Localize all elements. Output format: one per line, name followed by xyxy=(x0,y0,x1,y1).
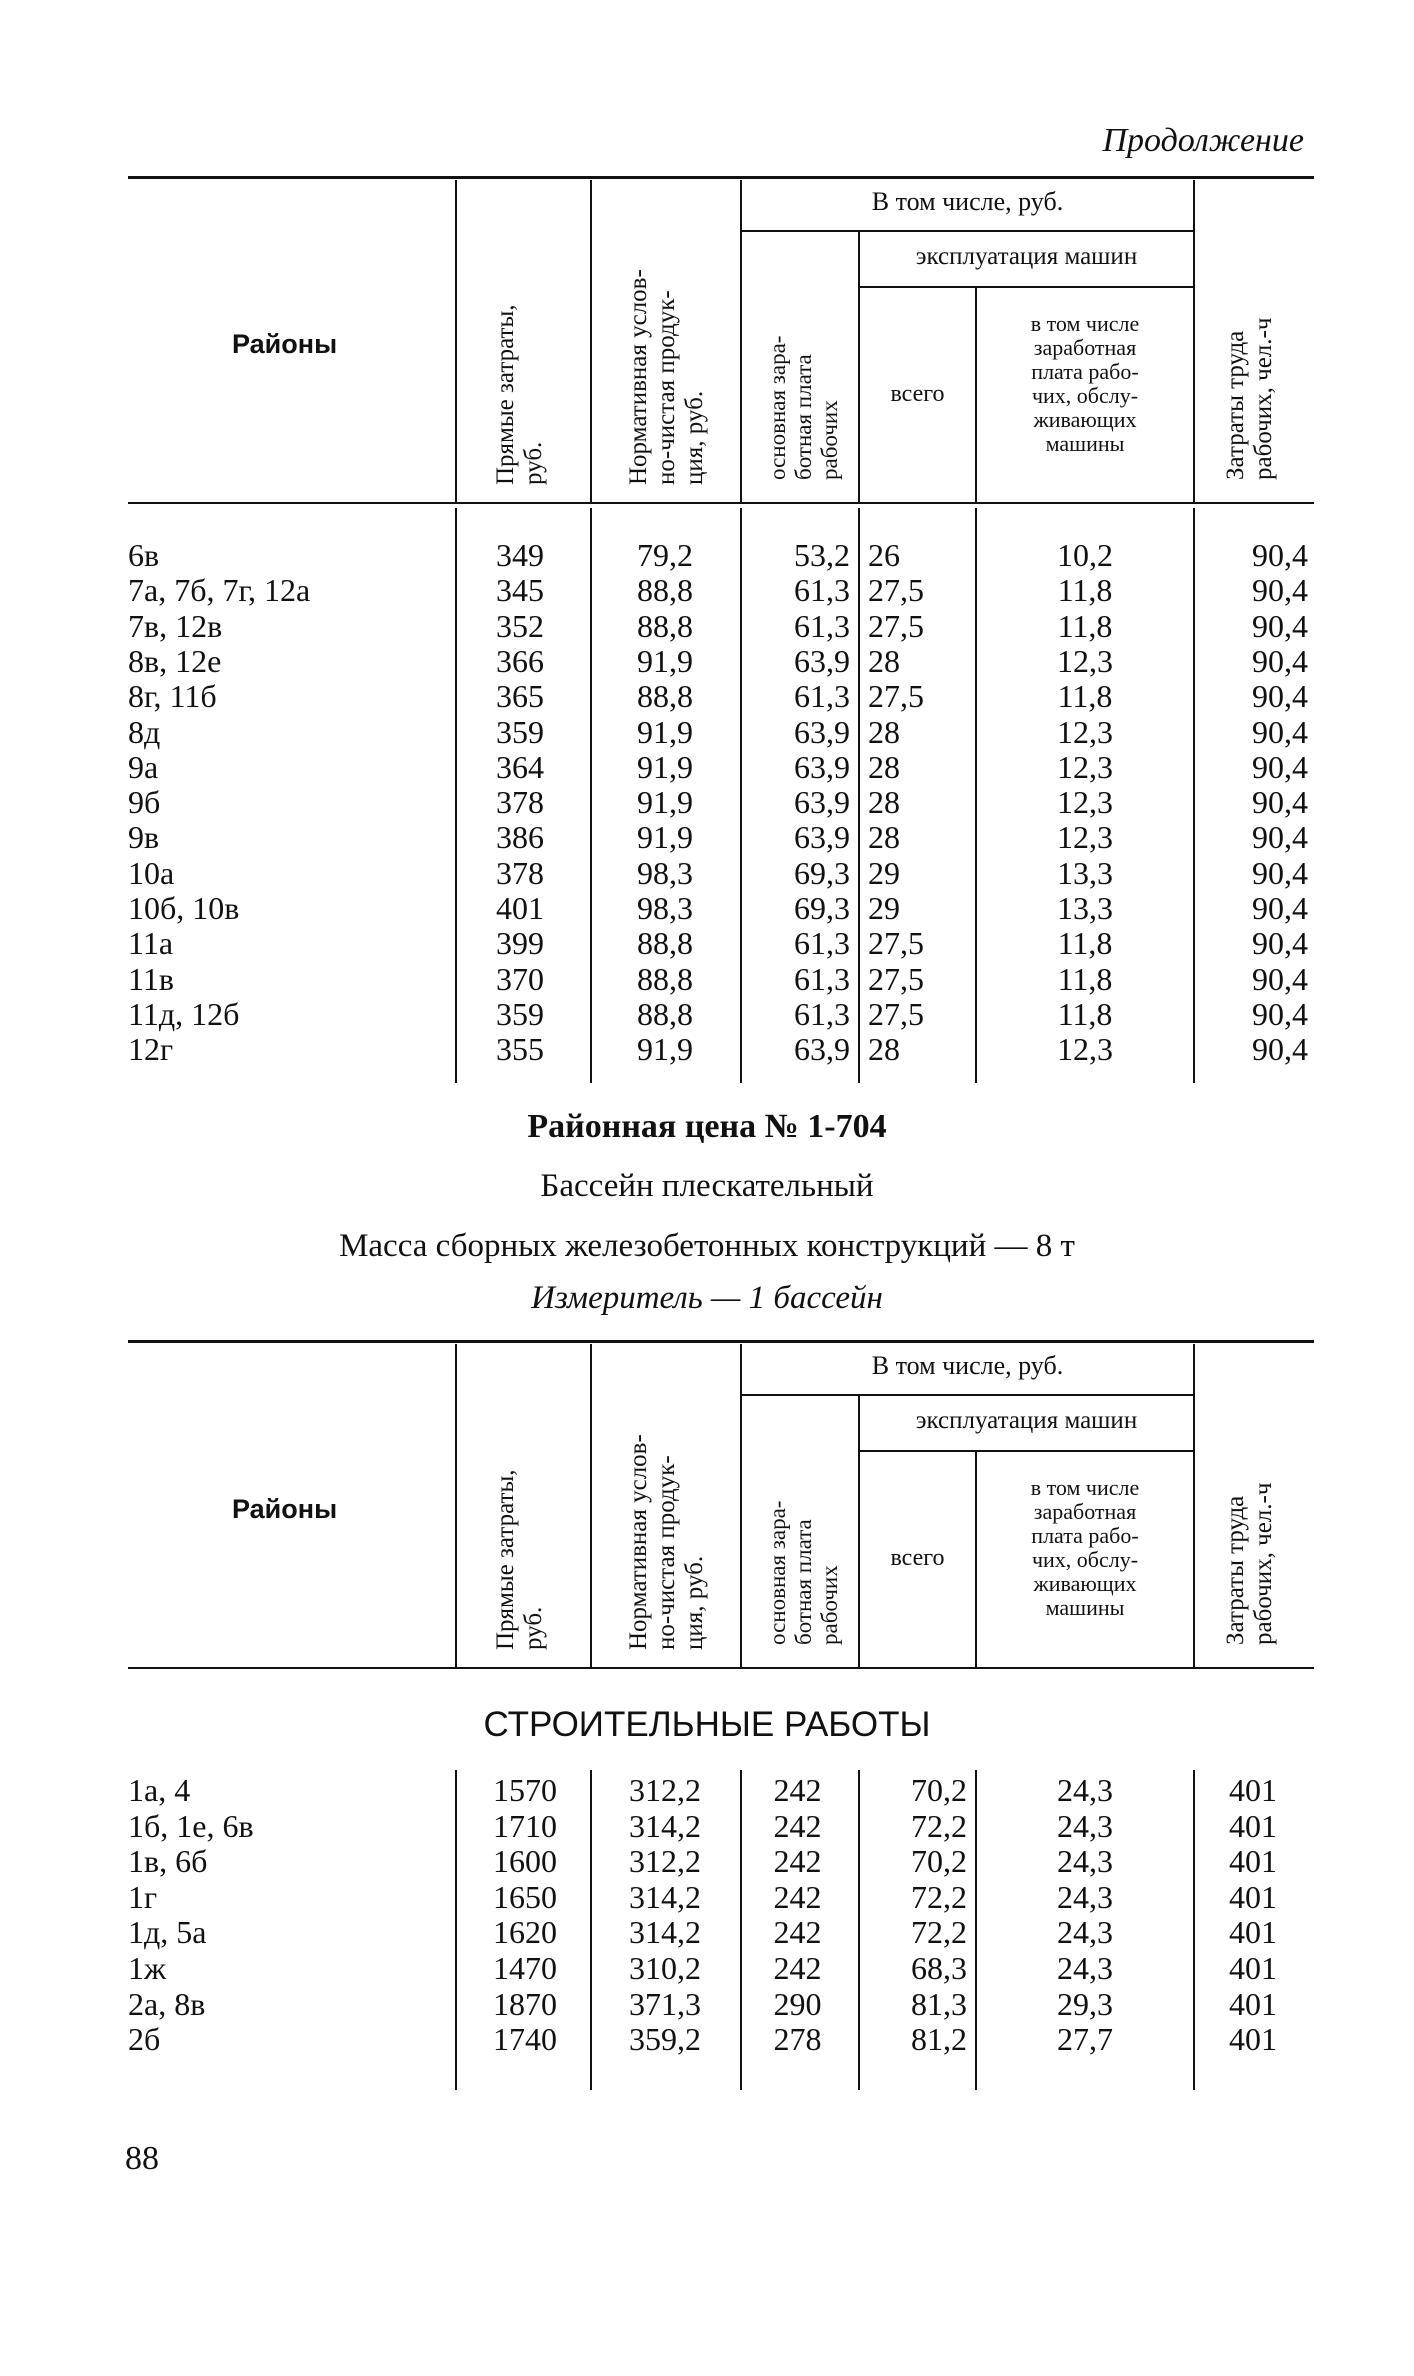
price-title: Районная цена № 1-704 xyxy=(527,1108,887,1145)
cell-wage: 61,3 xyxy=(794,572,850,609)
divider xyxy=(590,1344,592,1667)
header-total: всего xyxy=(890,1545,945,1571)
header-incl: В том числе, руб. xyxy=(871,1351,1064,1380)
cell-norm: 314,2 xyxy=(629,1914,701,1951)
section-title: СТРОИТЕЛЬНЫЕ РАБОТЫ xyxy=(483,1705,931,1744)
header-line: рабочих, чел.-ч xyxy=(1250,1482,1277,1645)
cell-direct: 378 xyxy=(496,784,544,821)
header-line: но-чистая продук- xyxy=(653,1455,680,1650)
cell-total: 27,5 xyxy=(868,995,924,1032)
divider xyxy=(858,508,860,1083)
cell-mwage: 11,8 xyxy=(1057,572,1113,609)
cell-labor: 90,4 xyxy=(1252,748,1308,785)
cell-direct: 352 xyxy=(496,607,544,644)
cell-mwage: 11,8 xyxy=(1057,678,1113,715)
divider xyxy=(858,232,860,502)
cell-total: 26 xyxy=(868,537,900,573)
cell-wage: 69,3 xyxy=(794,890,850,926)
cell-mwage: 12,3 xyxy=(1057,642,1113,679)
table2-top-rule xyxy=(128,1340,1314,1343)
cell-wage: 61,3 xyxy=(794,678,850,715)
header-line: рабочих xyxy=(817,400,842,480)
cell-direct: 1470 xyxy=(493,1950,557,1986)
cell-norm: 312,2 xyxy=(629,1843,701,1880)
cell-wage: 290 xyxy=(773,1985,822,2022)
cell-norm: 88,8 xyxy=(637,607,693,644)
header-line: ботная плата xyxy=(791,354,816,480)
divider xyxy=(455,1344,457,1667)
cell-direct: 1710 xyxy=(493,1807,557,1844)
cell-direct: 1570 xyxy=(493,1772,557,1808)
header-machines: эксплуатация машин xyxy=(915,1407,1138,1434)
cell-total: 27,5 xyxy=(868,960,924,997)
cell-labor: 90,4 xyxy=(1252,854,1308,891)
cell-mwage: 13,3 xyxy=(1057,890,1113,926)
cell-mwage: 12,3 xyxy=(1057,1031,1113,1068)
cell-norm: 91,9 xyxy=(637,748,693,785)
cell-labor: 90,4 xyxy=(1252,960,1308,997)
cell-total: 72,2 xyxy=(911,1878,967,1915)
cell-region: 7в, 12в xyxy=(128,607,223,644)
cell-mwage: 11,8 xyxy=(1057,607,1113,644)
cell-norm: 88,8 xyxy=(637,960,693,997)
cell-total: 81,2 xyxy=(911,2021,967,2058)
cell-wage: 242 xyxy=(773,1950,822,1986)
cell-mwage: 11,8 xyxy=(1057,925,1113,962)
cell-direct: 355 xyxy=(496,1031,544,1068)
cell-region: 6в xyxy=(128,537,160,573)
header-labor xyxy=(1222,1483,1278,1645)
header-total: всего xyxy=(890,381,945,407)
header-line: Прямые затраты, xyxy=(492,304,519,485)
header-regions: Районы xyxy=(232,329,338,359)
cell-region: 10б, 10в xyxy=(128,890,240,926)
cell-mwage: 12,3 xyxy=(1057,784,1113,821)
cell-region: 9а xyxy=(128,748,159,785)
header-line: в том числе xyxy=(1030,1475,1140,1500)
table1-header-bottom-rule xyxy=(128,502,1314,504)
cell-norm: 98,3 xyxy=(637,890,693,926)
cell-direct: 1620 xyxy=(493,1914,557,1951)
cell-norm: 98,3 xyxy=(637,854,693,891)
cell-labor: 90,4 xyxy=(1252,678,1308,715)
cell-total: 72,2 xyxy=(911,1807,967,1844)
cell-wage: 242 xyxy=(773,1772,822,1808)
cell-labor: 90,4 xyxy=(1252,995,1308,1032)
cell-mwage: 24,3 xyxy=(1057,1950,1113,1986)
cell-region: 1д, 5а xyxy=(128,1914,207,1951)
header-machines: эксплуатация машин xyxy=(915,243,1138,270)
cell-labor: 90,4 xyxy=(1252,607,1308,644)
header-line: машины xyxy=(1045,431,1125,456)
cell-mwage: 24,3 xyxy=(1057,1878,1113,1915)
cell-direct: 345 xyxy=(496,572,544,609)
cell-wage: 242 xyxy=(773,1878,822,1915)
header-line: рабочих xyxy=(817,1565,842,1645)
price-mass: Масса сборных железобетонных конструкций — 8 т xyxy=(339,1228,1075,1264)
cell-norm: 79,2 xyxy=(637,537,693,573)
cell-region: 1б, 1е, 6в xyxy=(128,1807,254,1844)
cell-direct: 1740 xyxy=(493,2021,557,2058)
cell-region: 8д xyxy=(128,713,161,750)
cell-total: 72,2 xyxy=(911,1914,967,1951)
cell-direct: 370 xyxy=(496,960,544,997)
cell-mwage: 12,3 xyxy=(1057,713,1113,750)
cell-mwage: 12,3 xyxy=(1057,748,1113,785)
header-line: Нормативная услов- xyxy=(625,269,652,485)
header-line: Затраты труда xyxy=(1222,330,1249,480)
cell-labor: 401 xyxy=(1229,1914,1277,1951)
cell-mwage: 11,8 xyxy=(1057,995,1113,1032)
cell-labor: 401 xyxy=(1229,1843,1277,1880)
divider xyxy=(1193,508,1195,1083)
header-regions: Районы xyxy=(232,1494,338,1524)
cell-direct: 366 xyxy=(496,642,544,679)
cell-norm: 91,9 xyxy=(637,713,693,750)
cell-norm: 371,3 xyxy=(629,1985,701,2022)
cell-norm: 314,2 xyxy=(629,1878,701,1915)
cell-wage: 69,3 xyxy=(794,854,850,891)
cell-total: 28 xyxy=(868,748,900,785)
header-line: Прямые затраты, xyxy=(492,1469,519,1650)
price-unit: Измеритель — 1 бассейн xyxy=(531,1280,883,1316)
header-line: ция, руб. xyxy=(681,390,708,485)
header-basic-wage xyxy=(765,1501,843,1645)
cell-wage: 63,9 xyxy=(794,784,850,821)
cell-labor: 90,4 xyxy=(1252,537,1308,573)
cell-region: 10а xyxy=(128,854,175,891)
divider xyxy=(590,508,592,1083)
cell-total: 28 xyxy=(868,713,900,750)
cell-norm: 314,2 xyxy=(629,1807,701,1844)
header-line: живающих xyxy=(1033,407,1137,432)
cell-labor: 401 xyxy=(1229,1985,1277,2022)
cell-direct: 359 xyxy=(496,995,544,1032)
cell-mwage: 12,3 xyxy=(1057,819,1113,856)
divider xyxy=(590,1770,592,2090)
cell-region: 9б xyxy=(128,784,161,821)
cell-region: 2а, 8в xyxy=(128,1985,206,2022)
header-line: машины xyxy=(1045,1595,1125,1620)
cell-total: 70,2 xyxy=(911,1843,967,1880)
cell-norm: 359,2 xyxy=(629,2021,701,2058)
cell-mwage: 27,7 xyxy=(1057,2021,1113,2058)
cell-region: 11д, 12б xyxy=(128,995,240,1032)
header-direct-costs xyxy=(492,1470,548,1651)
cell-norm: 310,2 xyxy=(629,1950,701,1986)
cell-direct: 399 xyxy=(496,925,544,962)
cell-wage: 63,9 xyxy=(794,642,850,679)
header-line: плата рабо- xyxy=(1031,359,1139,384)
cell-direct: 364 xyxy=(496,748,544,785)
header-line: Затраты труда xyxy=(1222,1495,1249,1645)
cell-norm: 91,9 xyxy=(637,784,693,821)
divider xyxy=(858,1770,860,2090)
header-line: в том числе xyxy=(1030,311,1140,336)
cell-labor: 90,4 xyxy=(1252,925,1308,962)
cell-region: 12г xyxy=(128,1031,174,1068)
cell-norm: 88,8 xyxy=(637,572,693,609)
header-incl-wage xyxy=(977,1476,1193,1620)
cell-region: 1в, 6б xyxy=(128,1843,208,1880)
cell-wage: 278 xyxy=(773,2021,822,2058)
divider xyxy=(740,508,742,1083)
cell-total: 28 xyxy=(868,1031,900,1068)
cell-wage: 63,9 xyxy=(794,748,850,785)
header-incl: В том числе, руб. xyxy=(871,187,1064,216)
cell-mwage: 13,3 xyxy=(1057,854,1113,891)
cell-wage: 242 xyxy=(773,1843,822,1880)
cell-wage: 61,3 xyxy=(794,960,850,997)
cell-norm: 91,9 xyxy=(637,642,693,679)
cell-norm: 91,9 xyxy=(637,819,693,856)
header-normative xyxy=(625,1434,709,1650)
cell-labor: 90,4 xyxy=(1252,572,1308,609)
cell-labor: 90,4 xyxy=(1252,713,1308,750)
cell-direct: 1650 xyxy=(493,1878,557,1915)
cell-total: 28 xyxy=(868,784,900,821)
cell-total: 27,5 xyxy=(868,607,924,644)
header-line: ботная плата xyxy=(791,1519,816,1645)
cell-total: 68,3 xyxy=(911,1950,967,1986)
header-line: но-чистая продук- xyxy=(653,290,680,485)
cell-direct: 1870 xyxy=(493,1985,557,2022)
table2-header-bottom-rule xyxy=(128,1667,1314,1669)
cell-region: 1ж xyxy=(128,1950,167,1986)
cell-wage: 61,3 xyxy=(794,925,850,962)
divider xyxy=(740,1770,742,2090)
cell-region: 1а, 4 xyxy=(128,1772,191,1808)
divider xyxy=(740,1394,1193,1396)
header-line: руб. xyxy=(520,441,547,485)
cell-labor: 401 xyxy=(1229,1807,1277,1844)
cell-mwage: 24,3 xyxy=(1057,1772,1113,1808)
cell-wage: 63,9 xyxy=(794,713,850,750)
cell-total: 27,5 xyxy=(868,678,924,715)
cell-direct: 401 xyxy=(496,890,544,926)
divider xyxy=(455,180,457,502)
page-number: 88 xyxy=(125,2140,159,2177)
cell-direct: 1600 xyxy=(493,1843,557,1880)
header-line: чих, обслу- xyxy=(1031,383,1139,408)
cell-norm: 88,8 xyxy=(637,995,693,1032)
divider xyxy=(858,286,1193,288)
cell-norm: 88,8 xyxy=(637,678,693,715)
divider xyxy=(858,1450,1193,1452)
cell-labor: 401 xyxy=(1229,2021,1277,2058)
cell-region: 9в xyxy=(128,819,160,856)
cell-total: 28 xyxy=(868,642,900,679)
header-line: живающих xyxy=(1033,1571,1137,1596)
divider xyxy=(590,180,592,502)
cell-direct: 359 xyxy=(496,713,544,750)
cell-mwage: 24,3 xyxy=(1057,1843,1113,1880)
cell-norm: 88,8 xyxy=(637,925,693,962)
cell-mwage: 11,8 xyxy=(1057,960,1113,997)
cell-total: 29 xyxy=(868,890,900,926)
cell-direct: 378 xyxy=(496,854,544,891)
cell-labor: 90,4 xyxy=(1252,890,1308,926)
cell-norm: 312,2 xyxy=(629,1772,701,1808)
header-line: Нормативная услов- xyxy=(625,1434,652,1650)
price-subtitle: Бассейн плескательный xyxy=(540,1168,874,1204)
divider xyxy=(455,508,457,1083)
cell-mwage: 24,3 xyxy=(1057,1807,1113,1844)
cell-wage: 61,3 xyxy=(794,607,850,644)
cell-region: 8г, 11б xyxy=(128,678,217,715)
cell-direct: 349 xyxy=(496,537,544,573)
cell-norm: 91,9 xyxy=(637,1031,693,1068)
header-basic-wage xyxy=(765,336,843,480)
cell-wage: 63,9 xyxy=(794,819,850,856)
cell-labor: 90,4 xyxy=(1252,642,1308,679)
cell-mwage: 24,3 xyxy=(1057,1914,1113,1951)
cell-labor: 90,4 xyxy=(1252,784,1308,821)
divider xyxy=(1193,1344,1195,1667)
cell-labor: 90,4 xyxy=(1252,1031,1308,1068)
table1-top-rule xyxy=(128,176,1314,179)
header-line: основная зара- xyxy=(765,335,790,480)
cell-region: 8в, 12е xyxy=(128,642,222,679)
divider xyxy=(975,508,977,1083)
cell-region: 2б xyxy=(128,2021,161,2058)
cell-wage: 242 xyxy=(773,1807,822,1844)
divider xyxy=(858,1396,860,1667)
header-line: чих, обслу- xyxy=(1031,1547,1139,1572)
cell-total: 27,5 xyxy=(868,572,924,609)
cell-total: 29 xyxy=(868,854,900,891)
cell-wage: 53,2 xyxy=(794,537,850,573)
header-line: рабочих, чел.-ч xyxy=(1250,317,1277,480)
cell-mwage: 29,3 xyxy=(1057,1985,1113,2022)
header-line: основная зара- xyxy=(765,1500,790,1645)
header-line: заработная xyxy=(1033,335,1137,360)
continuation-label: Продолжение xyxy=(1102,122,1304,159)
divider xyxy=(455,1770,457,2090)
cell-wage: 63,9 xyxy=(794,1031,850,1068)
header-labor xyxy=(1222,318,1278,480)
cell-total: 28 xyxy=(868,819,900,856)
divider xyxy=(1193,1770,1195,2090)
cell-region: 11в xyxy=(128,960,174,997)
cell-direct: 386 xyxy=(496,819,544,856)
header-line: плата рабо- xyxy=(1031,1523,1139,1548)
cell-total: 81,3 xyxy=(911,1985,967,2022)
header-incl-wage xyxy=(977,312,1193,456)
cell-wage: 242 xyxy=(773,1914,822,1951)
cell-region: 11а xyxy=(128,925,174,962)
cell-labor: 401 xyxy=(1229,1772,1277,1808)
cell-region: 1г xyxy=(128,1878,158,1915)
cell-region: 7а, 7б, 7г, 12а xyxy=(128,572,311,609)
divider xyxy=(740,230,1193,232)
header-line: ция, руб. xyxy=(681,1555,708,1650)
cell-mwage: 10,2 xyxy=(1057,537,1113,573)
cell-total: 70,2 xyxy=(911,1772,967,1808)
cell-total: 27,5 xyxy=(868,925,924,962)
cell-labor: 401 xyxy=(1229,1950,1277,1986)
divider xyxy=(740,180,742,502)
divider xyxy=(740,1344,742,1667)
header-direct-costs xyxy=(492,305,548,486)
cell-direct: 365 xyxy=(496,678,544,715)
cell-labor: 90,4 xyxy=(1252,819,1308,856)
header-normative xyxy=(625,269,709,485)
divider xyxy=(1193,180,1195,502)
cell-labor: 401 xyxy=(1229,1878,1277,1915)
divider xyxy=(975,1770,977,2090)
header-line: заработная xyxy=(1033,1499,1137,1524)
cell-wage: 61,3 xyxy=(794,995,850,1032)
header-line: руб. xyxy=(520,1606,547,1650)
